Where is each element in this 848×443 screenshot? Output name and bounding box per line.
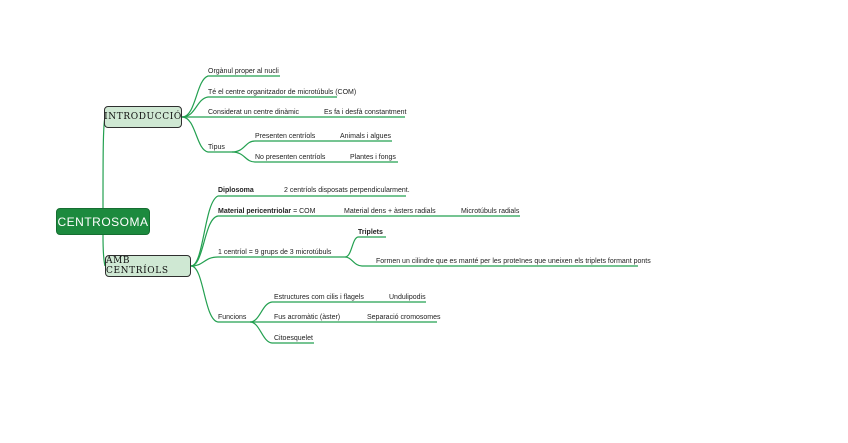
topic-fa-desfa[interactable]: Es fa i desfà constantment <box>324 109 407 116</box>
topic-tipus[interactable]: Tipus <box>208 144 225 151</box>
topic-animals-algues[interactable]: Animals i algues <box>340 133 391 140</box>
central-topic[interactable]: CENTROSOMA <box>56 208 150 235</box>
branch-introduccio[interactable]: INTRODUCCIÓ <box>104 106 182 128</box>
topic-material-dens[interactable]: Material dens + àsters radials <box>344 208 436 215</box>
topic-fus-acromatic[interactable]: Fus acromàtic (àster) <box>274 314 341 321</box>
topic-microtubuls-radials[interactable]: Microtúbuls radials <box>461 208 520 215</box>
topic-plantes-fongs[interactable]: Plantes i fongs <box>350 154 396 161</box>
topic-triplets[interactable]: Triplets <box>358 229 383 236</box>
topic-diplosoma[interactable]: Diplosoma <box>218 187 254 194</box>
topic-centre-dinamic[interactable]: Considerat un centre dinàmic <box>208 109 300 116</box>
topic-citoesquelet[interactable]: Citoesquelet <box>274 335 313 342</box>
topic-centriol-9-grups[interactable]: 1 centríol = 9 grups de 3 microtúbuls <box>218 249 332 256</box>
topic-cilindre[interactable]: Formen un cilindre que es manté per les proteïnes que uneixen els triplets formant ponts <box>376 258 651 265</box>
topic-separacio-cromosomes[interactable]: Separació cromosomes <box>367 314 441 321</box>
material-pericentriolar-bold: Material pericentriolar <box>218 208 292 215</box>
topic-organul[interactable]: Orgànul proper al nucli <box>208 68 279 75</box>
topic-centre-organitzador[interactable]: Té el centre organitzador de microtúbuls (COM) <box>208 89 357 96</box>
topic-funcions[interactable]: Funcions <box>218 314 247 321</box>
topic-presenten-centriols[interactable]: Presenten centríols <box>255 133 316 140</box>
topic-diplosoma-desc[interactable]: 2 centríols disposats perpendicularment. <box>284 187 410 194</box>
topic-no-presenten-centriols[interactable]: No presenten centríols <box>255 154 326 161</box>
topic-undulipodis[interactable]: Undulipodis <box>389 294 426 301</box>
material-pericentriolar-rest: = COM <box>291 208 316 215</box>
topic-estructures-cilis[interactable]: Estructures com cilis i flagels <box>274 294 364 301</box>
branch-amb-centriols[interactable]: AMB CENTRÍOLS <box>105 255 191 277</box>
topic-material-pericentriolar[interactable] <box>218 207 315 216</box>
